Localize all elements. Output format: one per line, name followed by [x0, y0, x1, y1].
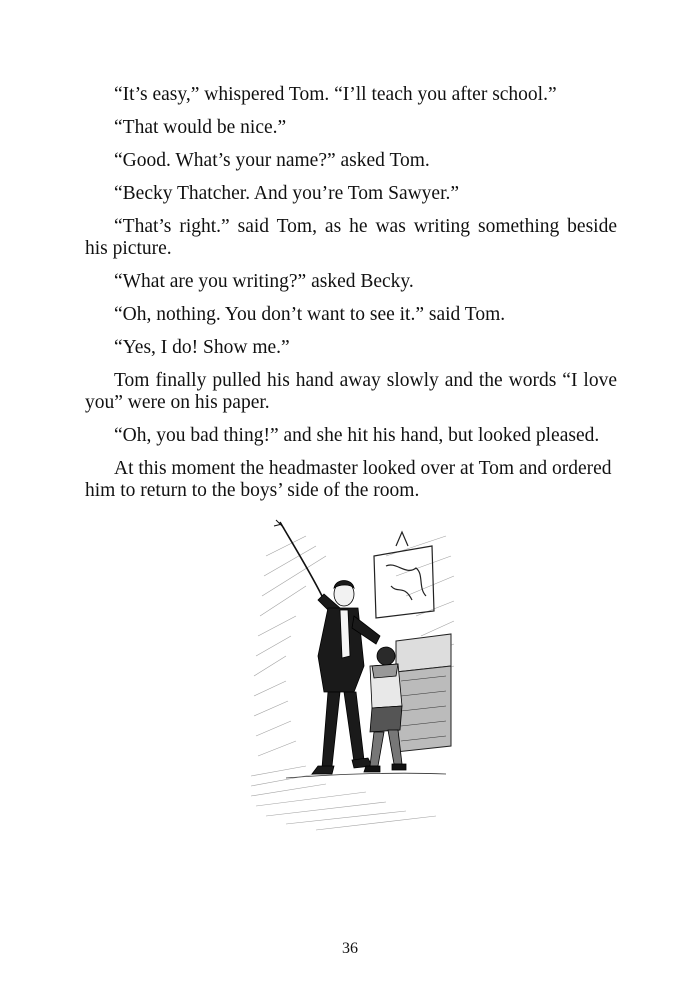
- page-number: 36: [342, 940, 358, 957]
- paragraph: “Oh, you bad thing!” and she hit his hand, but looked pleased.: [114, 425, 600, 446]
- paragraph: “Becky Thatcher. And you’re Tom Sawyer.”: [114, 183, 460, 204]
- paragraph: “That would be nice.”: [114, 117, 287, 138]
- paragraph: “Good. What’s your name?” asked Tom.: [114, 150, 430, 171]
- paragraph: “That’s right.” said Tom, as he was writing something beside his picture.: [85, 216, 617, 259]
- paragraph: “Yes, I do! Show me.”: [114, 337, 290, 358]
- headmaster-punishing-tom-illustration: [246, 516, 461, 832]
- paragraph: “It’s easy,” whispered Tom. “I’ll teach you after school.”: [114, 84, 557, 105]
- story-text: [85, 84, 617, 513]
- paragraph: At this moment the headmaster looked over at Tom and ordered him to return to the boys’ side of the room.: [85, 458, 612, 501]
- paragraph: Tom finally pulled his hand away slowly and the words “I love you” were on his paper.: [85, 370, 617, 413]
- paragraph: “What are you writing?” asked Becky.: [114, 271, 414, 292]
- paragraph: “Oh, nothing. You don’t want to see it.” said Tom.: [114, 304, 506, 325]
